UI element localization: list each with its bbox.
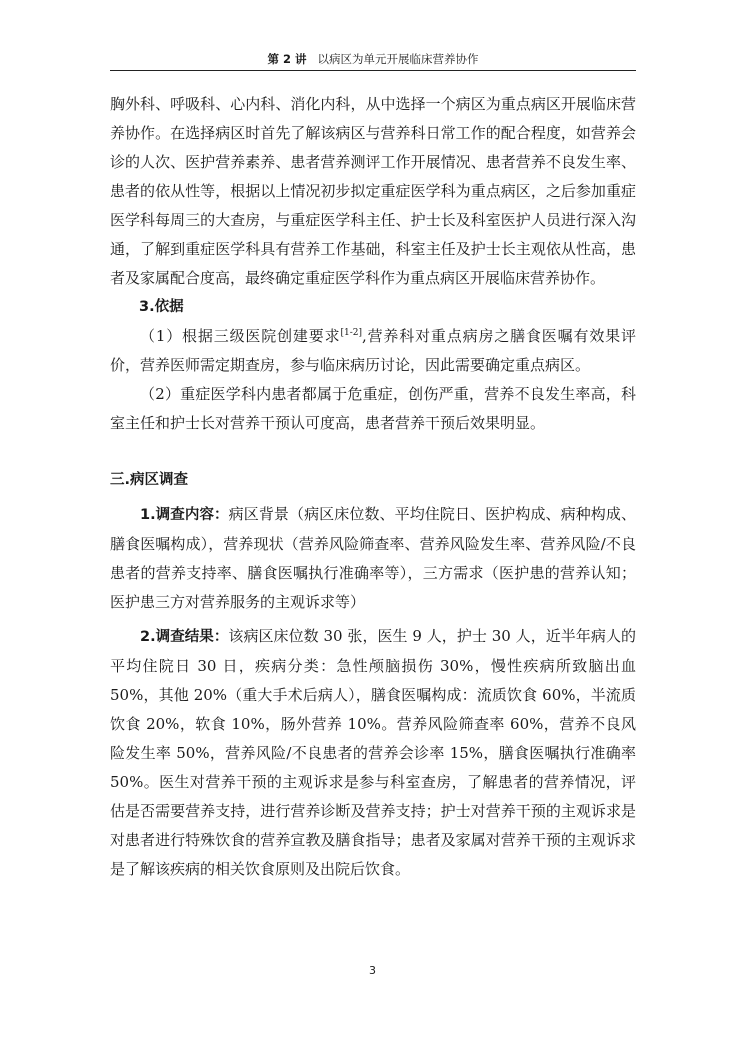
page-header	[110, 50, 636, 71]
document-body	[110, 90, 636, 884]
survey-result-text: 该病区床位数 30 张，医生 9 人，护士 30 人，近半年病人的平均住院日 30 日，疾病分类：急性颅脑损伤 30%，慢性疾病所致脑出血 50%，其他 20%（重大手术后病人），膳食医嘱构成：流质饮食 60%，半流质饮食 20%，软食 10%，肠外营养 10%。营养风险筛查率 60%，营养不良风险发生率 50%，营养风险/不良患者的营养会诊率 15%，膳食医嘱执行准确率 50%。医生对营养干预的主观诉求是参与科室查房，了解患者的营养情况，评估是否需要营养支持，进行营养诊断及营养支持；护士对营养干预的主观诉求是对患者进行特殊饮食的营养宣教及膳食指导；患者及家属对营养干预的主观诉求是了解该疾病的相关饮食原则及出院后饮食。	[110, 627, 636, 878]
basis-item-1-text-a: （1）根据三级医院创建要求	[140, 327, 341, 345]
header-title: 以病区为单元开展临床营养协作	[317, 52, 479, 66]
header-chapter: 第 2 讲	[267, 52, 307, 66]
survey-result-paragraph	[110, 622, 636, 884]
survey-content-text: 病区背景（病区床位数、平均住院日、医护构成、病种构成、膳食医嘱构成），营养现状（营养风险筛查率、营养风险发生率、营养风险/不良患者的营养支持率、膳食医嘱执行准确率等），三方需求（医护患的营养认知；医护患三方对营养服务的主观诉求等）	[110, 505, 636, 611]
basis-item-2: （2）重症医学科内患者都属于危重症，创伤严重，营养不良发生率高，科室主任和护士长对营养干预认可度高，患者营养干预后效果明显。	[110, 385, 636, 432]
basis-item-1	[110, 322, 636, 380]
page-number: 3	[369, 964, 376, 977]
intro-paragraph: 胸外科、呼吸科、心内科、消化内科，从中选择一个病区为重点病区开展临床营养协作。在选择病区时首先了解该病区与营养科日常工作的配合程度，如营养会诊的人次、医护营养素养、患者营养测评工作开展情况、患者营养不良发生率、患者的依从性等，根据以上情况初步拟定重症医学科为重点病区，之后参加重症医学科每周三的大查房，与重症医学科主任、护士长及科室医护人员进行深入沟通，了解到重症医学科具有营养工作基础，科室主任及护士长主观依从性高，患者及家属配合度高，最终确定重症医学科作为重点病区开展临床营养协作。	[110, 95, 636, 287]
basis-heading: 3.依据	[139, 299, 184, 315]
survey-result-label: 2.调查结果：	[140, 629, 229, 645]
survey-content-label: 1.调查内容：	[140, 507, 229, 523]
basis-item-1-text-b: ,营养科对重点病房之膳食医嘱有效果评价，营养医师需定期查房，参与临床病历讨论，因此需要确定重点病区。	[110, 327, 636, 374]
survey-content-paragraph	[110, 500, 636, 617]
section-title: 三.病区调查	[110, 472, 189, 488]
reference-marker: [1-2]	[340, 328, 362, 338]
